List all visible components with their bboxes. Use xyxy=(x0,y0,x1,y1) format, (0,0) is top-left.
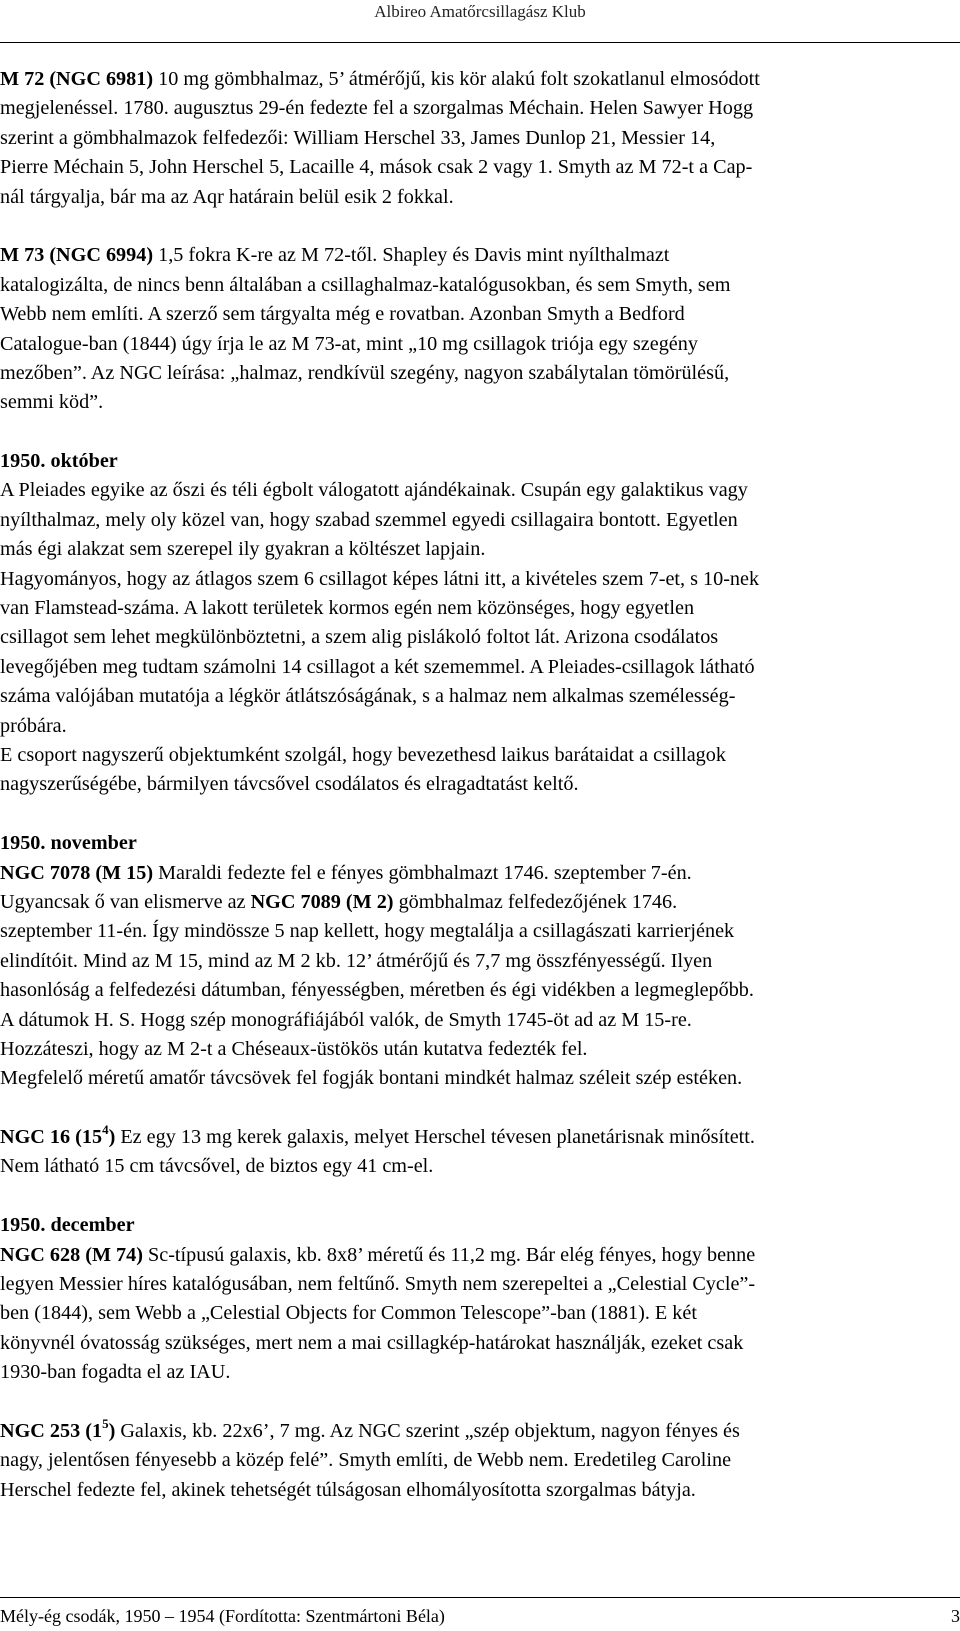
line-text: 10 mg gömbhalmaz, 5’ átmérőjű, kis kör alakú folt szokatlanul elmosódott xyxy=(153,68,760,90)
paragraph-line: más égi alakzat sem szerepel ily gyakran a költészet lapjain. xyxy=(0,538,486,561)
paragraph-line: elindítóit. Mind az M 15, mind az M 2 kb. 12’ átmérőjű és 7,7 mg összfényességű. Ilyen xyxy=(0,949,713,972)
paragraph-line: A Pleiades egyike az őszi és téli égbolt válogatott ajándékainak. Csupán egy galaktikus vagy xyxy=(0,479,748,502)
line-text: Ez egy 13 mg kerek galaxis, melyet Herschel tévesen planetárisnak minősített. xyxy=(115,1126,755,1149)
footer-text: Mély-ég csodák, 1950 – 1954 (Fordította: Szentmártoni Béla) xyxy=(0,1606,445,1626)
paragraph-line: hasonlóság a felfedezési dátumban, fényességben, méretben és égi vidékben a legmeglepőbb. xyxy=(0,979,754,1002)
section-1950-november xyxy=(0,829,960,1094)
page-header xyxy=(0,0,960,30)
line-text: 1,5 fokra K-re az M 72-től. Shapley és Davis mint nyílthalmazt xyxy=(153,244,670,267)
footer-divider xyxy=(0,1597,960,1598)
paragraph-line xyxy=(0,1417,960,1446)
section-heading xyxy=(0,447,960,476)
object-title-ngc628: NGC 628 (M 74) xyxy=(0,1243,143,1266)
paragraph-line: csillagot sem lehet megkülönböztetni, a szem alig pislákoló foltot lát. Arizona csodálatos xyxy=(0,626,719,649)
object-title-m72: M 72 (NGC 6981) xyxy=(0,68,154,90)
section-m73 xyxy=(0,241,960,417)
paragraph-line: legyen Messier híres katalógusában, nem feltűnő. Smyth nem szerepeltei a „Celestial Cycle”- xyxy=(0,1273,756,1296)
line-text: Galaxis, kb. 22x6’, 7 mg. Az NGC szerint „szép objektum, nagyon fényes és xyxy=(115,1419,740,1442)
section-1950-december xyxy=(0,1211,960,1387)
object-title-ngc16 xyxy=(0,1122,116,1149)
paragraph-line: nál tárgyalja, bár ma az Aqr határain belül esik 2 fokkal. xyxy=(0,185,454,208)
paragraph-line: 1930-ban fogadta el az IAU. xyxy=(0,1361,231,1384)
line-text: gömbhalmaz felfedezőjének 1746. xyxy=(393,890,678,913)
paragraph-line: ben (1844), sem Webb a „Celestial Objects for Common Telescope”-ban (1881). E két xyxy=(0,1302,697,1325)
paragraph-line: semmi köd”. xyxy=(0,391,104,414)
title-close: ) xyxy=(108,1126,116,1149)
object-title-ngc7089: NGC 7089 (M 2) xyxy=(250,890,394,913)
title-close: ) xyxy=(108,1419,116,1442)
paragraph-line: Pierre Méchain 5, John Herschel 5, Lacaille 4, mások csak 2 vagy 1. Smyth az M 72-t a Cap- xyxy=(0,156,753,179)
paragraph-line: van Flamstead-száma. A lakott területek kormos egén nem közönséges, hogy egyetlen xyxy=(0,597,695,620)
paragraph-line: E csoport nagyszerű objektumként szolgál, hogy bevezethesd laikus barátaidat a csillagok xyxy=(0,743,726,766)
paragraph-line xyxy=(0,65,960,94)
heading-text: 1950. december xyxy=(0,1214,135,1237)
paragraph-line xyxy=(0,859,960,888)
title-superscript: 5 xyxy=(102,1416,109,1432)
paragraph-line xyxy=(0,1123,960,1152)
paragraph-line: Megfelelő méretű amatőr távcsövek fel fogják bontani mindkét halmaz széleit szép estéken. xyxy=(0,1067,743,1090)
paragraph-line: Webb nem említi. A szerző sem tárgyalta még e rovatban. Azonban Smyth a Bedford xyxy=(0,303,685,326)
paragraph-line: Catalogue-ban (1844) úgy írja le az M 73-at, mint „10 mg csillagok triója egy szegény xyxy=(0,332,698,355)
paragraph-line: nyílthalmaz, mely oly közel van, hogy szabad szemmel egyedi csillagaira bontott. Egyetlen xyxy=(0,508,738,531)
object-title-m73: M 73 (NGC 6994) xyxy=(0,244,154,267)
paragraph-line xyxy=(0,1241,960,1270)
header-divider xyxy=(0,42,960,43)
section-1950-october xyxy=(0,447,960,800)
heading-text: 1950. november xyxy=(0,832,137,855)
section-heading xyxy=(0,829,960,858)
paragraph-line xyxy=(0,241,960,270)
paragraph-line: próbára. xyxy=(0,714,67,737)
paragraph-line: megjelenéssel. 1780. augusztus 29-én fedezte fel a szorgalmas Méchain. Helen Sawyer Hogg xyxy=(0,97,754,120)
line-text: Sc-típusú galaxis, kb. 8x8’ méretű és 11,2 mg. Bár elég fényes, hogy benne xyxy=(142,1243,756,1266)
paragraph-line: levegőjében meg tudtam számolni 14 csillagot a két szememmel. A Pleiades-csillagok látható xyxy=(0,655,755,678)
heading-text: 1950. október xyxy=(0,450,118,473)
line-text: Maraldi fedezte fel e fényes gömbhalmazt 1746. szeptember 7-én. xyxy=(153,861,692,884)
paragraph-line: mezőben”. Az NGC leírása: „halmaz, rendkívül szegény, nagyon szabálytalan tömörülésű, xyxy=(0,361,730,384)
title-text: NGC 253 (1 xyxy=(0,1419,103,1442)
paragraph-line: Hagyományos, hogy az átlagos szem 6 csillagot képes látni itt, a kivételes szem 7-et, s 10-nek xyxy=(0,567,760,590)
section-ngc16 xyxy=(0,1123,960,1182)
section-heading xyxy=(0,1211,960,1240)
paragraph-line xyxy=(0,888,960,917)
paragraph-line: Hozzáteszi, hogy az M 2-t a Chéseaux-üstökös után kutatva fedezték fel. xyxy=(0,1037,588,1060)
paragraph-line: könyvnél óvatosság szükséges, mert nem a mai csillagkép-határokat használják, ezeket csak xyxy=(0,1331,744,1354)
paragraph-line: szerint a gömbhalmazok felfedezői: William Herschel 33, James Dunlop 21, Messier 14, xyxy=(0,126,716,149)
title-superscript: 4 xyxy=(102,1122,109,1138)
paragraph-line: Nem látható 15 cm távcsővel, de biztos egy 41 cm-el. xyxy=(0,1155,434,1178)
line-text: Ugyancsak ő van elismerve az xyxy=(0,890,251,913)
paragraph-line: Herschel fedezte fel, akinek tehetségét túlságosan elhomályosította szorgalmas bátyja. xyxy=(0,1478,696,1501)
object-title-ngc253 xyxy=(0,1416,116,1442)
paragraph-line: nagyszerűségébe, bármilyen távcsővel csodálatos és elragadtatást keltő. xyxy=(0,773,579,796)
paragraph-line: katalogizálta, de nincs benn általában a csillaghalmaz-katalógusokban, és sem Smyth, sem xyxy=(0,273,731,296)
paragraph-line: nagy, jelentősen fényesebb a közép felé”. Smyth említi, de Webb nem. Eredetileg Caroline xyxy=(0,1449,732,1472)
object-title-ngc7078: NGC 7078 (M 15) xyxy=(0,861,154,884)
section-ngc253 xyxy=(0,1417,960,1505)
page-number: 3 xyxy=(951,1606,960,1626)
article-body xyxy=(0,65,960,1505)
title-text: NGC 16 (15 xyxy=(0,1126,103,1149)
paragraph-line: száma valójában mutatója a légkör átlátszóságának, s a halmaz nem alkalmas személesség- xyxy=(0,685,736,708)
header-title: Albireo Amatőrcsillagász Klub xyxy=(374,2,586,21)
paragraph-line: A dátumok H. S. Hogg szép monográfiájából valók, de Smyth 1745-öt ad az M 15-re. xyxy=(0,1008,692,1031)
paragraph-line: szeptember 11-én. Így mindössze 5 nap kellett, hogy megtalálja a csillagászati karrierjének xyxy=(0,920,735,943)
section-m72 xyxy=(0,65,960,212)
